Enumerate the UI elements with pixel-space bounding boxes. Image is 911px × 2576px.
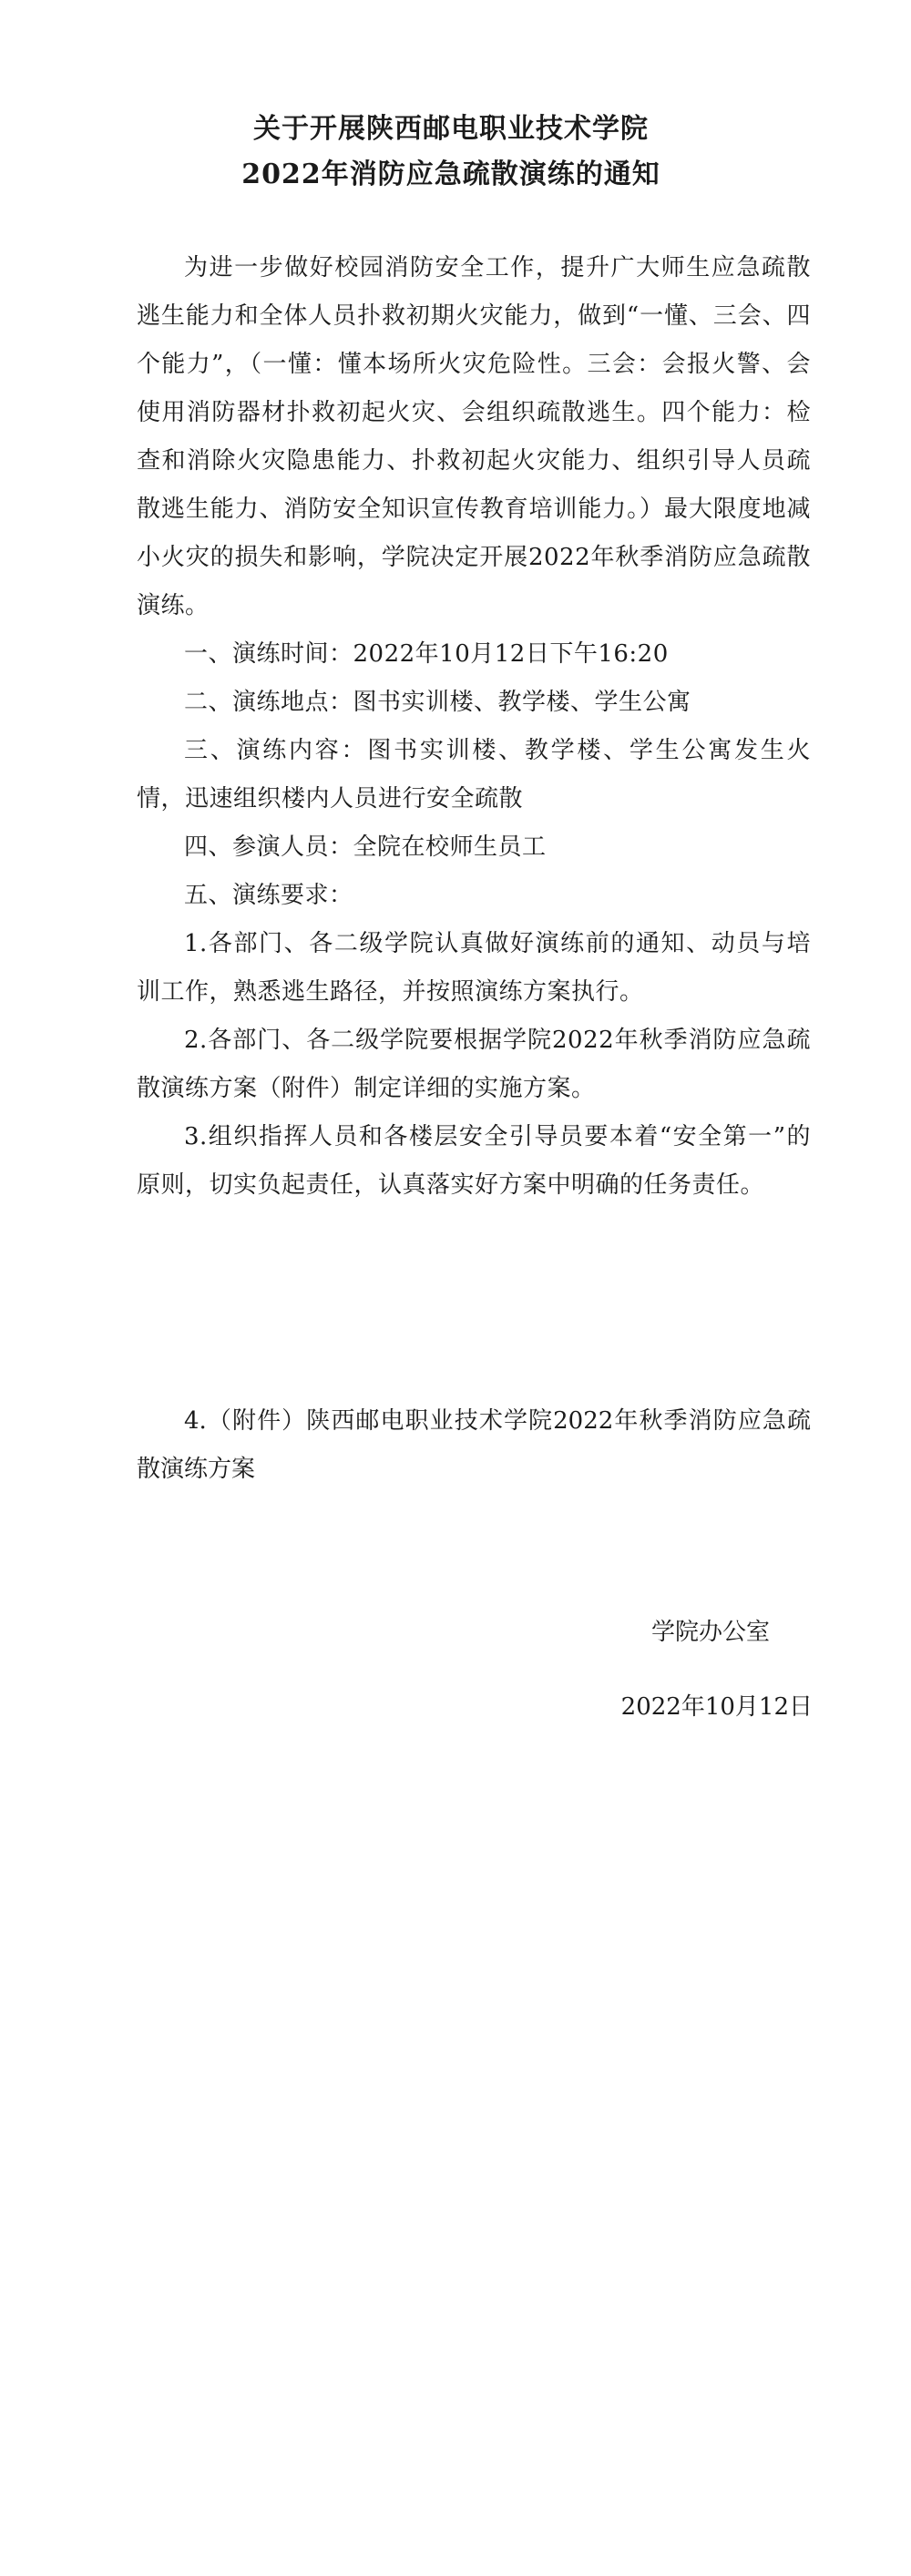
drill-participants: 四、参演人员：全院在校师生员工 — [184, 833, 547, 861]
drill-content: 三、演练内容：图书实训楼、教学楼、学生公寓发生火情，迅速组织楼内人员进行安全疏散 — [137, 737, 811, 813]
drill-requirements-heading: 五、演练要求： — [184, 882, 353, 909]
document-title-line-2: 2022年消防应急疏散演练的通知 — [241, 158, 660, 190]
requirement-2: 2.各部门、各二级学院要根据学院2022年秋季消防应急疏散演练方案（附件）制定详细的实施方案。 — [137, 1027, 811, 1102]
intro-paragraph: 为进一步做好校园消防安全工作，提升广大师生应急疏散逃生能力和全体人员扑救初期火灾能力，做到“一懂、三会、四个能力”，（一懂：懂本场所火灾危险性。三会：会报火警、会使用消防器材扑救初起火灾、会组织疏散逃生。四个能力：检查和消除火灾隐患能力、扑救初起火灾能力、组织引导人员疏散逃生能力、消防安全知识宣传教育培训能力。）最大限度地减小火灾的损失和影响，学院决定开展2022年秋季消防应急疏散演练。 — [137, 254, 811, 619]
document-title-line-1: 关于开展陕西邮电职业技术学院 — [253, 113, 649, 145]
requirement-3: 3.组织指挥人员和各楼层安全引导员要本着“安全第一”的原则，切实负起责任，认真落实好方案中明确的任务责任。 — [137, 1123, 811, 1199]
requirement-1: 1.各部门、各二级学院认真做好演练前的通知、动员与培训工作，熟悉逃生路径，并按照演练方案执行。 — [137, 930, 811, 1006]
attachment-note: 4.（附件）陕西邮电职业技术学院2022年秋季消防应急疏散演练方案 — [137, 1407, 811, 1483]
signature-date: 2022年10月12日 — [620, 1693, 813, 1721]
document-body — [137, 244, 811, 1210]
drill-location: 二、演练地点：图书实训楼、教学楼、学生公寓 — [184, 689, 691, 716]
drill-time: 一、演练时间：2022年10月12日下午16:20 — [184, 640, 669, 668]
signature-office: 学院办公室 — [650, 1619, 770, 1646]
